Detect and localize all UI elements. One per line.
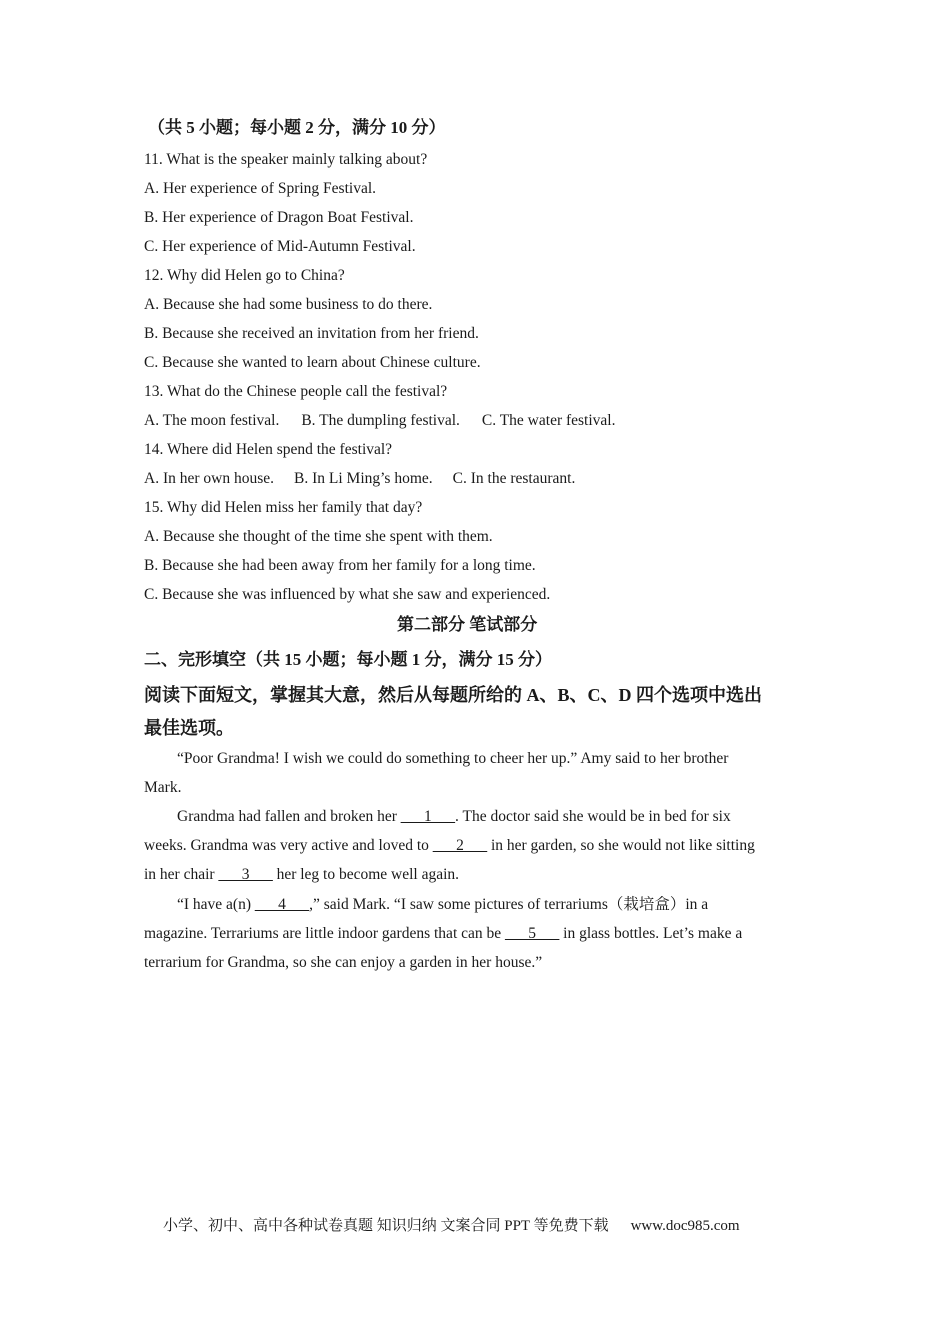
question-13: 13. What do the Chinese people call the festival? xyxy=(144,383,448,400)
passage-p2-line1: Grandma had fallen and broken her ___1___. The doctor said she would be in bed for six xyxy=(177,808,731,825)
cloze-instruction-1: 阅读下面短文，掌握其大意，然后从每题所给的 A、B、C、D 四个选项中选出 xyxy=(144,685,762,705)
part2-title: 第二部分 笔试部分 xyxy=(397,615,538,634)
passage-p3-line3: terrarium for Grandma, so she can enjoy a garden in her house.” xyxy=(144,954,543,971)
option-15c: C. Because she was influenced by what she saw and experienced. xyxy=(144,586,551,603)
option-11b: B. Her experience of Dragon Boat Festival. xyxy=(144,209,414,226)
blank-3: ___3___ xyxy=(218,866,273,883)
option-11a: A. Her experience of Spring Festival. xyxy=(144,180,377,197)
passage-p3-line1: “I have a(n) ___4___,” said Mark. “I saw some pictures of terrariums（栽培盒）in a xyxy=(177,896,709,913)
options-13 xyxy=(144,411,615,431)
blank-4: ___4___ xyxy=(254,896,310,913)
blank-5: ___5___ xyxy=(505,925,560,942)
blank-1: ___1___ xyxy=(400,808,456,825)
option-15a: A. Because she thought of the time she spent with them. xyxy=(144,528,493,545)
passage-p1-line2: Mark. xyxy=(144,779,182,796)
question-12: 12. Why did Helen go to China? xyxy=(144,267,345,284)
option-12c: C. Because she wanted to learn about Chinese culture. xyxy=(144,354,481,371)
option-13c: C. The water festival. xyxy=(481,412,616,429)
section1-header: （共 5 小题；每小题 2 分，满分 10 分） xyxy=(148,118,446,137)
option-12a: A. Because she had some business to do there. xyxy=(144,296,433,313)
option-13a: A. The moon festival. xyxy=(144,412,280,429)
option-15b: B. Because she had been away from her family for a long time. xyxy=(144,557,536,574)
cloze-header: 二、完形填空（共 15 小题；每小题 1 分，满分 15 分） xyxy=(144,650,552,669)
passage-p2-line2: weeks. Grandma was very active and loved to ___2___ in her garden, so she would not like sitting xyxy=(144,837,755,854)
question-15: 15. Why did Helen miss her family that day? xyxy=(144,499,423,516)
option-14a: A. In her own house. xyxy=(144,470,275,487)
footer-text: 小学、初中、高中各种试卷真题 知识归纳 文案合同 PPT 等免费下载 xyxy=(163,1218,609,1234)
footer-link[interactable]: www.doc985.com xyxy=(630,1218,740,1234)
cloze-instruction-2: 最佳选项。 xyxy=(144,718,234,738)
option-12b: B. Because she received an invitation from her friend. xyxy=(144,325,479,342)
option-14b: B. In Li Ming’s home. xyxy=(294,470,433,487)
option-13b: B. The dumpling festival. xyxy=(301,412,460,429)
passage-p1-line1: “Poor Grandma! I wish we could do something to cheer her up.” Amy said to her brother xyxy=(177,750,729,767)
options-14 xyxy=(144,469,575,489)
question-11: 11. What is the speaker mainly talking about? xyxy=(144,151,428,168)
passage-p3-line2: magazine. Terrariums are little indoor gardens that can be ___5___ in glass bottles. Let’s make a xyxy=(144,925,743,942)
question-14: 14. Where did Helen spend the festival? xyxy=(144,441,393,458)
passage-p2-line3: in her chair ___3___ her leg to become well again. xyxy=(144,866,460,883)
page-footer xyxy=(163,1214,740,1235)
option-14c: C. In the restaurant. xyxy=(452,470,576,487)
blank-2: ___2___ xyxy=(432,837,488,854)
option-11c: C. Her experience of Mid-Autumn Festival. xyxy=(144,238,416,255)
